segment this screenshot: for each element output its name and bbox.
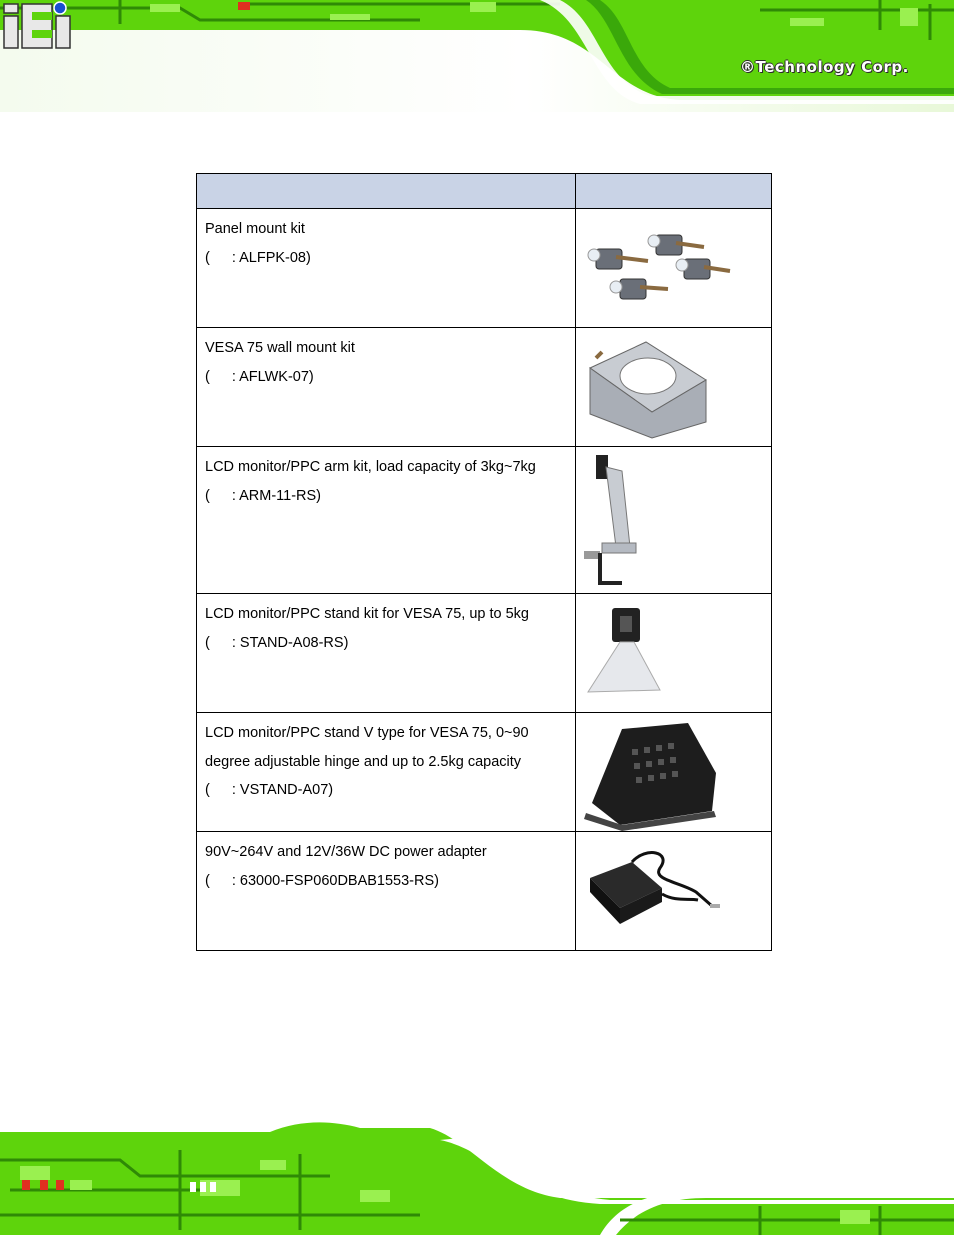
item-description-cell (197, 209, 576, 328)
table-row (197, 832, 772, 951)
item-image-cell (575, 713, 771, 832)
table-row (197, 209, 772, 328)
table-header-row (197, 174, 772, 209)
item-image-cell (575, 594, 771, 713)
part-number: : VSTAND-A07) (231, 782, 334, 798)
item-description: LCD monitor/PPC arm kit, load capacity of 3kg~7kg (205, 459, 536, 475)
v-stand-icon (576, 713, 772, 832)
wall-mount-bracket-icon (576, 328, 772, 447)
part-number-line: ( : AFLWK-07) (205, 368, 314, 385)
page-footer-banner (0, 1120, 954, 1235)
part-number: : AFLWK-07) (231, 368, 314, 385)
item-image-cell (575, 209, 771, 328)
table-header-image (575, 174, 771, 209)
accessories-table (196, 173, 772, 951)
item-image-cell (575, 328, 771, 447)
part-number: : STAND-A08-RS) (231, 634, 349, 651)
part-number-line: ( : VSTAND-A07) (205, 782, 334, 798)
item-description: LCD monitor/PPC stand kit for VESA 75, up to 5kg (205, 606, 529, 622)
item-image-cell (575, 447, 771, 594)
part-number: : ALFPK-08) (231, 249, 311, 266)
iei-logo (0, 0, 260, 60)
circuit-board-footer-graphic (0, 1120, 954, 1235)
part-number: : 63000-FSP060DBAB1553-RS) (231, 872, 439, 889)
item-image-cell (575, 832, 771, 951)
item-description: degree adjustable hinge and up to 2.5kg capacity (205, 753, 522, 770)
table-row (197, 447, 772, 594)
page-header-banner (0, 0, 954, 112)
item-description-cell (197, 594, 576, 713)
table-header-description (197, 174, 576, 209)
brand-tagline: ®Technology Corp. (740, 58, 909, 76)
item-description: Panel mount kit (205, 221, 305, 237)
power-adapter-icon (576, 832, 772, 951)
part-number-line: ( : STAND-A08-RS) (205, 634, 349, 651)
part-number: : ARM-11-RS) (231, 487, 322, 504)
table-row (197, 594, 772, 713)
item-description-cell (197, 447, 576, 594)
table-row (197, 713, 772, 832)
part-number-line: ( : 63000-FSP060DBAB1553-RS) (205, 872, 439, 889)
item-description-cell (197, 713, 576, 832)
item-description-cell (197, 832, 576, 951)
part-number-line: ( : ALFPK-08) (205, 249, 311, 266)
panel-mount-brackets-icon (576, 209, 772, 328)
part-number-line: ( : ARM-11-RS) (205, 487, 322, 504)
item-description: LCD monitor/PPC stand V type for VESA 75, 0~90 (205, 725, 529, 741)
table-row (197, 328, 772, 447)
monitor-stand-icon (576, 594, 772, 713)
monitor-arm-icon (576, 447, 772, 594)
item-description: 90V~264V and 12V/36W DC power adapter (205, 844, 487, 860)
item-description: VESA 75 wall mount kit (205, 340, 355, 356)
item-description-cell (197, 328, 576, 447)
